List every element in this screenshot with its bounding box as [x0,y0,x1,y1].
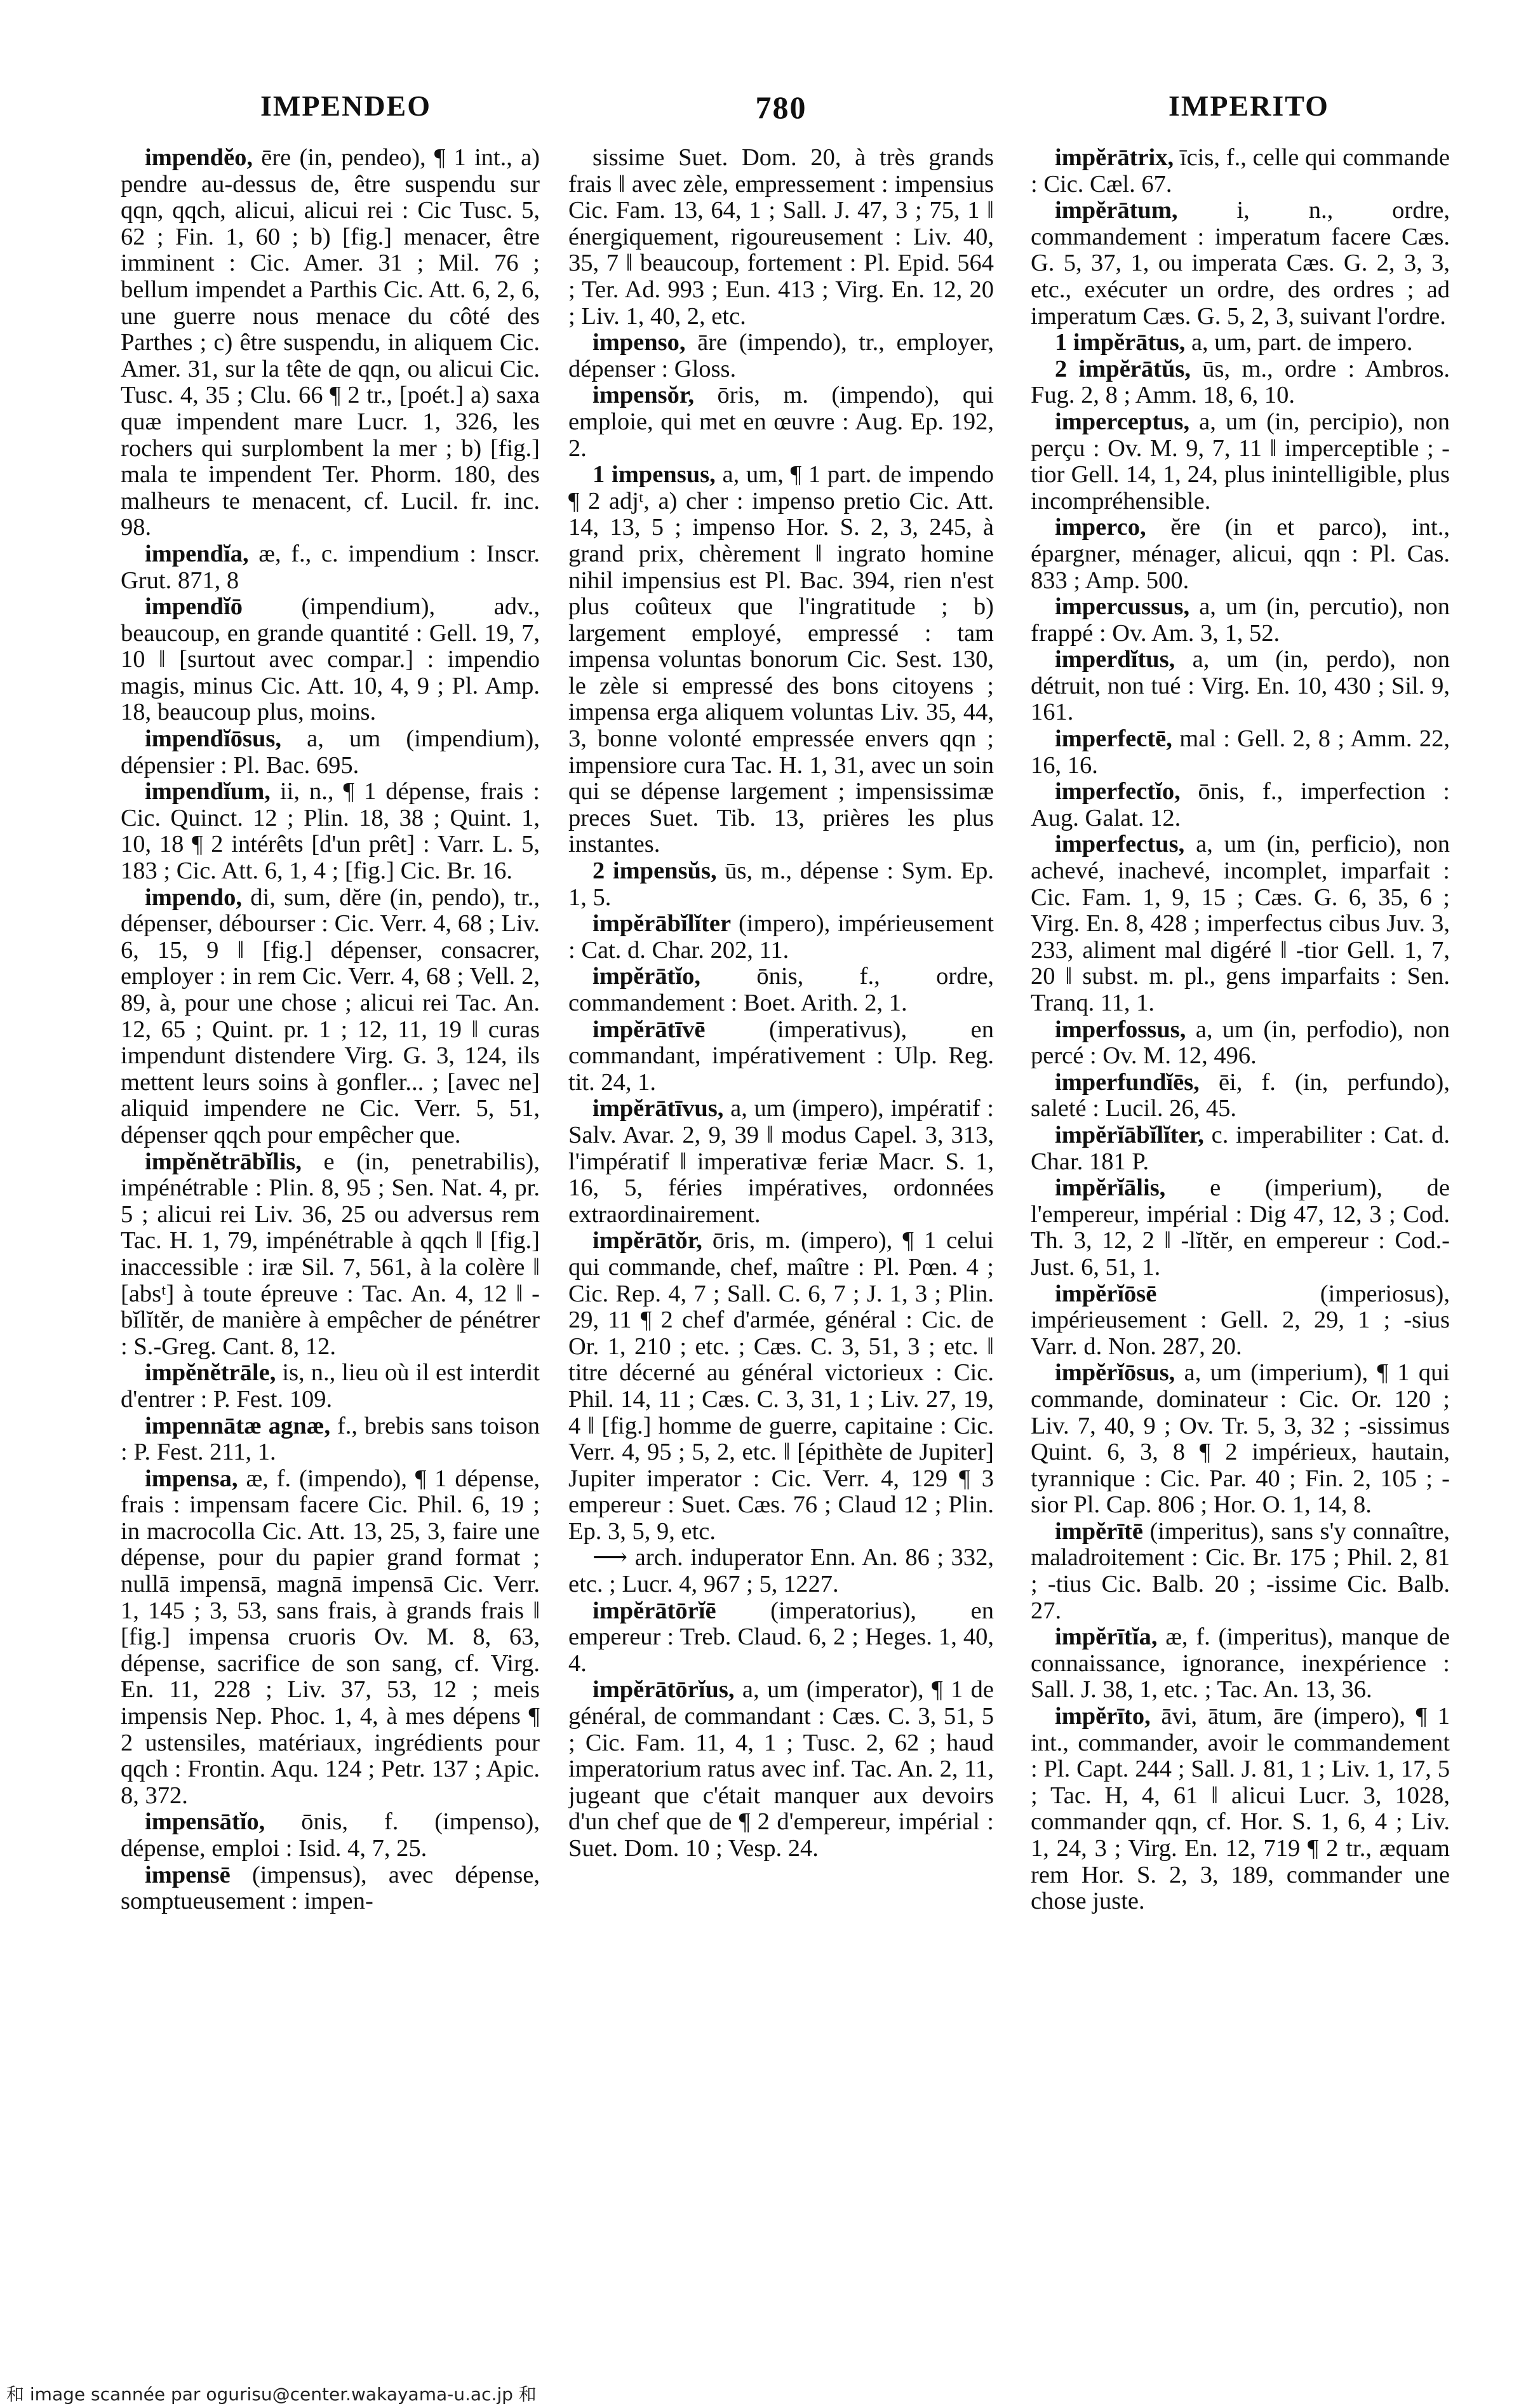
entry-headword: impĕrātōrĭus, [593,1676,735,1704]
entry-headword: impĕrātrix, [1055,145,1174,171]
dictionary-entry [1031,1017,1450,1070]
entry-definition: di, sum, dĕre (in, pendo), tr., dépenser, débourser : Cic. Verr. 4, 68 ; Liv. 6, 15, 9 ‖ [fig.] dépenser, consacrer, employer : in rem Cic. Verr. 4, 68 ; Vell. 2, 89, à, pour une chose ; alicui rei Tac. An. 12, 65 ; Quint. pr. 1 ; 12, 11, 19 ‖ curas impendunt distendere Virg. G. 3, 124, ils mettent leurs soins à gonfler... ; [avec ne] aliquid impendere ne Cic. Verr. 5, 51, dépenser qqch pour empêcher que. [121,884,540,1148]
entry-headword: impendĭōsus, [145,725,282,753]
entry-headword: impendĭō [145,593,243,621]
entry-headword: impensē [145,1861,231,1888]
dictionary-entry [1031,726,1450,779]
entry-definition: ōris, m. (impendo), qui emploie, qui met en œuvre : Aug. Ep. 192, 2. [568,382,994,462]
entry-definition: a, um (in, perfodio), non percé : Ov. M. 12, 496. [1031,1016,1450,1070]
entry-headword: imperceptus, [1055,408,1190,435]
entry-headword: imperfectus, [1055,831,1185,858]
entry-headword: impendĭum, [145,778,271,805]
entry-definition: a, um, ¶ 1 part. de impendo ¶ 2 adjᵗ, a) cher : impenso pretio Cic. Att. 14, 13, 5 ; impenso Hor. S. 2, 3, 245, à grand prix, chèrement ‖ ingrato homine nihil impensius est Pl. Bac. 394, rien n'est plus coûteux que l'ingratitude ; b) largement employé, empressé : tam impensa voluntas bonorum Cic. Sest. 130, le zèle si empressé des bons citoyens ; impensa erga aliquem voluntas Liv. 35, 44, 3, bonne volonté empressée envers qqn ; impensiore cura Tac. H. 1, 31, avec un soin qui se dépense largement ; impensissimæ preces Suet. Tib. 13, prières les plus instantes. [568,461,994,858]
dictionary-entry [121,145,540,541]
entry-headword: impenso, [593,329,686,356]
entry-definition: a, um (in, percutio), non frappé : Ov. Am. 3, 1, 52. [1031,593,1450,647]
entry-definition: ūs, m., dépense : Sym. Ep. 1, 5. [568,857,994,911]
entry-headword: impendĕo, [145,145,253,171]
dictionary-entry [568,462,994,858]
dictionary-entry [1031,1704,1450,1915]
dictionary-entry [121,1809,540,1862]
dictionary-entry [1031,1281,1450,1361]
dictionary-entry [1031,409,1450,514]
entry-definition: āre (impendo), tr., employer, dépenser : Gloss. [568,329,994,382]
dictionary-entry [568,1677,994,1862]
entry-headword: imperfundĭēs, [1055,1068,1200,1096]
entry-headword: 1 impĕrātus, [1055,329,1186,356]
dictionary-entry [121,1413,540,1466]
entry-definition: a, um (in, percipio), non perçu : Ov. M. 9, 7, 11 ‖ imperceptible ; -tior Gell. 14, 1, 24, plus inintelligible, plus incompréhensible. [1031,408,1450,514]
dictionary-entry [568,145,994,330]
entry-definition: ūs, m., ordre : Ambros. Fug. 2, 8 ; Amm. 18, 6, 10. [1031,355,1450,409]
dictionary-entry [568,911,994,964]
entry-definition: (imperativus), en commandant, impérativement : Ulp. Reg. tit. 24, 1. [568,1016,994,1096]
scan-credit-footer: 和 image scannée par ogurisu@center.wakayama-u.ac.jp 和 [6,2384,537,2405]
entry-definition: a, um, part. de impero. [1185,329,1413,356]
entry-headword: impensātĭo, [145,1808,265,1836]
dictionary-entry [568,1017,994,1096]
entry-definition: a, um (imperium), ¶ 1 qui commande, dominateur : Cic. Or. 120 ; Liv. 7, 40, 9 ; Ov. Tr. 5, 3, 32 ; -sissimus Quint. 6, 3, 8 ¶ 2 impérieux, hautain, tyrannique : Cic. Par. 40 ; Fin. 2, 105 ; -sior Pl. Cap. 806 ; Hor. O. 1, 14, 8. [1031,1359,1450,1519]
running-head-left: IMPENDEO [260,90,431,122]
entry-definition: ēre (in, pendeo), ¶ 1 int., a) pendre au-dessus de, être suspendu sur qqn, qqch, alicui, alicui rei : Cic Tusc. 5, 62 ; Fin. 1, 60 ; b) [fig.] menacer, être imminent : Cic. Amer. 31 ; Mil. 76 ; bellum impendet a Parthis Cic. Att. 6, 2, 6, une guerre nous menace du côté des Parthes ; c) être suspendu, in aliquem Cic. Amer. 31, sur la tête de qqn, ou alicui Cic. Tusc. 4, 35 ; Clu. 66 ¶ 2 tr., [poét.] a) saxa quæ impendent mare Lucr. 1, 326, les rochers qui surplombent la mer ; b) [fig.] mala te impendent Ter. Phorm. 180, des malheurs te menacent, cf. Lucil. fr. inc. 98. [121,145,540,541]
entry-headword: 2 impensŭs, [593,857,717,885]
entry-headword: impercussus, [1055,593,1190,621]
entry-headword: impĕrīto, [1055,1703,1151,1730]
entry-definition: āvi, ātum, āre (impero), ¶ 1 int., commander, avoir le commandement : Pl. Capt. 244 ; Sall. J. 81, 1 ; Liv. 1, 17, 5 ; Tac. H, 4, 61 ‖ alicui Lucr. 3, 1028, commander qqn, cf. Hor. S. 1, 6, 4 ; Liv. 1, 24, 3 ; Virg. En. 12, 719 ¶ 2 tr., æquam rem Hor. S. 2, 3, 189, commander une chose juste. [1031,1703,1450,1915]
entry-definition: ĕre (in et parco), int., épargner, ménager, alicui, qqn : Pl. Cas. 833 ; Amp. 500. [1031,514,1450,594]
entry-headword: imperdĭtus, [1055,646,1175,673]
dictionary-entry [121,541,540,594]
entry-headword: impĕrātĭo, [593,963,700,990]
entry-headword: 2 impĕrātŭs, [1055,355,1191,382]
entry-headword: impĕnĕtrāle, [145,1359,276,1387]
entry-definition: a, um (impendium), dépensier : Pl. Bac. 695. [121,725,540,779]
entry-headword: impĕrātum, [1055,197,1178,224]
dictionary-entry [121,1149,540,1361]
dictionary-entry [1031,514,1450,594]
dictionary-entry [121,885,540,1149]
column-2 [568,145,994,2330]
entry-definition: f., brebis sans toison : P. Fest. 211, 1. [121,1412,540,1466]
entry-headword: impendĭa, [145,540,249,567]
entry-definition: mal : Gell. 2, 8 ; Amm. 22, 16, 16. [1031,725,1450,779]
entry-definition: (imperitus), sans s'y connaître, maladroitement : Cic. Br. 175 ; Phil. 2, 81 ; -tius Cic. Balb. 20 ; -issime Cic. Balb. 27. [1031,1517,1450,1624]
entry-headword: impĕrĭālis, [1055,1174,1166,1202]
entry-definition: (impendium), adv., beaucoup, en grande quantité : Gell. 19, 7, 10 ‖ [surtout avec compar.] : impendio magis, minus Cic. Att. 10, 4, 9 ; Pl. Amp. 18, beaucoup plus, moins. [121,593,540,726]
dictionary-entry [1031,831,1450,1016]
entry-definition: e (imperium), de l'empereur, impérial : Dig 47, 12, 3 ; Cod. Th. 3, 12, 2 ‖ -lĭtĕr, en empereur : Cod.-Just. 6, 51, 1. [1031,1174,1450,1280]
dictionary-entry [568,1096,994,1228]
entry-headword: impĕrātōrĭē [593,1597,716,1624]
entry-definition: is, n., lieu où il est interdit d'entrer : P. Fest. 109. [121,1359,540,1413]
dictionary-entry [121,1862,540,1915]
entry-headword: impensa, [145,1465,238,1492]
dictionary-entry [121,779,540,884]
entry-headword: impendo, [145,884,242,911]
running-head-right: IMPERITO [1168,90,1329,122]
dictionary-entry [568,1545,994,1597]
dictionary-entry [121,1466,540,1810]
entry-headword: imperco, [1055,514,1146,541]
entry-definition: sissime Suet. Dom. 20, à très grands frais ‖ avec zèle, empressement : impensius Cic. Fam. 13, 64, 1 ; Sall. J. 47, 3 ; 75, 1 ‖ énergiquement, rigoureusement : Liv. 40, 35, 7 ‖ beaucoup, fortement : Pl. Epid. 564 ; Ter. Ad. 993 ; Eun. 413 ; Virg. En. 12, 20 ; Liv. 1, 40, 2, etc. [568,145,994,330]
dictionary-entry [1031,145,1450,198]
entry-definition: īcis, f., celle qui commande : Cic. Cæl. 67. [1031,145,1450,198]
dictionary-entry [568,382,994,462]
dictionary-entry [1031,1360,1450,1519]
entry-definition: ōnis, f. (impenso), dépense, emploi : Isid. 4, 7, 25. [121,1808,540,1862]
entry-headword: impĕrābĭlĭter [593,910,732,938]
dictionary-entry [568,1228,994,1545]
entry-headword: impĕrĭōsē [1055,1280,1157,1307]
entry-definition: ii, n., ¶ 1 dépense, frais : Cic. Quinct. 12 ; Plin. 18, 38 ; Quint. 1, 10, 18 ¶ 2 intérêts [d'un prêt] : Varr. L. 5, 183 ; Cic. Att. 6, 1, 4 ; [fig.] Cic. Br. 16. [121,778,540,885]
entry-definition: æ, f. (impendo), ¶ 1 dépense, frais : impensam facere Cic. Phil. 6, 19 ; in macrocolla Cic. Att. 13, 25, 3, faire une dépense, pour du papier grand format ; nullā impensā, magnā impensā Cic. Verr. 1, 145 ; 3, 53, sans frais, à grands frais ‖ [fig.] impensa cruoris Ov. M. 8, 63, dépense, sacrifice de son sang, cf. Virg. En. 11, 228 ; Liv. 37, 53, 12 ; meis impensis Nep. Phoc. 1, 4, à mes dépens ¶ 2 ustensiles, matériaux, ingrédients pour qqch : Frontin. Aqu. 124 ; Petr. 137 ; Apic. 8, 372. [121,1465,540,1809]
dictionary-entry [121,594,540,726]
entry-definition: ōnis, f., imperfection : Aug. Galat. 12. [1031,778,1450,831]
entry-definition: ēi, f. (in, perfundo), saleté : Lucil. 26, 45. [1031,1068,1450,1122]
entry-definition: i, n., ordre, commandement : imperatum facere Cæs. G. 5, 37, 1, ou imperata Cæs. G. 2, 3, 3, etc., exécuter un ordre, des ordres ; ad imperatum Cæs. G. 5, 2, 3, suivant l'ordre. [1031,197,1450,330]
entry-definition: e (in, penetrabilis), impénétrable : Plin. 8, 95 ; Sen. Nat. 4, pr. 5 ; alicui rei Liv. 36, 25 ou adversus rem Tac. H. 1, 79, impénétrable à qqch ‖ [fig.] inaccessible : iræ Sil. 7, 561, à la colère ‖ [absᵗ] à toute épreuve : Tac. An. 4, 12 ‖ -bĭlĭtĕr, de manière à empêcher de pénétrer : S.-Greg. Cant. 8, 12. [121,1148,540,1360]
dictionary-entry [568,964,994,1016]
entry-headword: 1 impensus, [593,461,716,488]
entry-definition: a, um (impero), impératif : Salv. Avar. 2, 9, 39 ‖ modus Capel. 3, 313, l'impératif ‖ imperativæ feriæ Macr. S. 1, 16, 5, féries impératives, ordonnées extraordinairement. [568,1095,994,1228]
entry-headword: impĕrĭābĭlĭter, [1055,1121,1204,1148]
dictionary-entry [1031,198,1450,330]
column-1 [121,145,540,2330]
entry-headword: impĕrĭōsus, [1055,1359,1175,1387]
entry-definition: a, um (in, perdo), non détruit, non tué : Virg. En. 10, 430 ; Sil. 9, 161. [1031,646,1450,726]
dictionary-entry [1031,356,1450,409]
dictionary-entry [568,330,994,382]
entry-definition: ⟶ arch. induperator Enn. An. 86 ; 332, etc. ; Lucr. 4, 967 ; 5, 1227. [568,1544,994,1598]
entry-headword: imperfectē, [1055,725,1172,753]
entry-definition: æ, f., c. impendium : Inscr. Grut. 871, 8 [121,540,540,594]
page-number: 780 [755,90,807,125]
entry-definition: a, um (in, perficio), non achevé, inachevé, incomplet, imparfait : Cic. Fam. 1, 9, 15 ; Cæs. G. 6, 35, 6 ; Virg. En. 8, 428 ; imperfectus cibus Juv. 3, 233, aliment mal digéré ‖ -tior Gell. 1, 7, 20 ‖ subst. m. pl., gens imparfaits : Sen. Tranq. 11, 1. [1031,831,1450,1016]
entry-headword: impĕrātīvē [593,1016,706,1043]
entry-headword: impĕrātŏr, [593,1227,702,1254]
entry-definition: ōnis, f., ordre, commandement : Boet. Arith. 2, 1. [568,963,994,1016]
entry-headword: impĕrītĭa, [1055,1623,1158,1651]
dictionary-entry [1031,1519,1450,1624]
entry-definition: æ, f. (imperitus), manque de connaissance, ignorance, inexpérience : Sall. J. 38, 1, etc. ; Tac. An. 13, 36. [1031,1623,1450,1704]
entry-definition: a, um (imperator), ¶ 1 de général, de commandant : Cæs. C. 3, 51, 5 ; Cic. Fam. 11, 4, 1 ; Tusc. 2, 62 ; haud imperatorium ratus avec inf. Tac. An. 2, 11, jugeant que c'était manquer aux devoirs d'un chef que de ¶ 2 d'empereur, impérial : Suet. Dom. 10 ; Vesp. 24. [568,1676,994,1862]
entry-definition: c. imperabiliter : Cat. d. Char. 181 P. [1031,1121,1450,1175]
entry-definition: (imperiosus), impérieusement : Gell. 2, 29, 1 ; -sius Varr. d. Non. 287, 20. [1031,1280,1450,1360]
dictionary-entry [1031,1624,1450,1704]
dictionary-entry [1031,330,1450,356]
column-3 [1031,145,1450,2330]
entry-headword: imperfossus, [1055,1016,1186,1043]
entry-headword: imperfectĭo, [1055,778,1181,805]
entry-headword: impĕrātīvus, [593,1095,724,1122]
dictionary-entry [121,726,540,779]
entry-headword: impennātæ agnæ, [145,1412,331,1439]
entry-definition: (impensus), avec dépense, somptueusement : impen- [121,1861,540,1915]
entry-headword: impensŏr, [593,382,695,409]
dictionary-entry [1031,1122,1450,1175]
entry-headword: impĕrītē [1055,1517,1143,1545]
dictionary-entry [568,1598,994,1677]
dictionary-entry [568,858,994,911]
dictionary-entry [1031,1175,1450,1280]
dictionary-entry [1031,1070,1450,1122]
entry-definition: (impero), impérieusement : Cat. d. Char. 202, 11. [568,910,994,964]
entry-headword: impĕnĕtrābĭlis, [145,1148,302,1175]
entry-definition: ōris, m. (impero), ¶ 1 celui qui commande, chef, maître : Pl. Pœn. 4 ; Cic. Rep. 4, 7 ; Sall. C. 6, 7 ; J. 1, 3 ; Plin. 29, 11 ¶ 2 chef d'armée, général : Cic. de Or. 1, 210 ; etc. ; Cæs. C. 3, 51, 3 ; etc. ‖ titre décerné au général victorieux : Cic. Phil. 14, 11 ; Cæs. C. 3, 31, 1 ; Liv. 27, 19, 4 ‖ [fig.] homme de guerre, capitaine : Cic. Verr. 4, 95 ; 5, 2, etc. ‖ [épithète de Jupiter] Jupiter imperator : Cic. Verr. 4, 129 ¶ 3 empereur : Suet. Cæs. 76 ; Claud 12 ; Plin. Ep. 3, 5, 9, etc. [568,1227,994,1545]
dictionary-entry [1031,594,1450,647]
entry-definition: (imperatorius), en empereur : Treb. Claud. 6, 2 ; Heges. 1, 40, 4. [568,1597,994,1677]
dictionary-entry [1031,779,1450,831]
dictionary-entry [121,1360,540,1413]
dictionary-entry [1031,647,1450,726]
